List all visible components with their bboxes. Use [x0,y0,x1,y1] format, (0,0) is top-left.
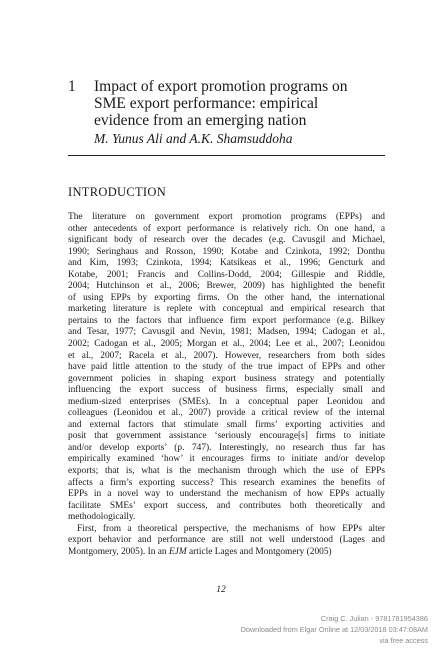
body-line: have paid little attention to the study of the true impact of EPPs and other [68,362,385,373]
body-line: and/or develop exports’ (p. 747). Interestingly, no research thus far has [68,442,385,453]
body-line: exports; that is, what is the mechanism through which the use of EPPs [68,466,385,477]
body-line: posit that government assistance ‘seriously encourage[s] firms to initiate [68,431,385,442]
body-line: The literature on government export promotion programs (EPPs) and [68,212,385,222]
body-line: Montgomery, 2005). In an EJM article Lages and Montgomery (2005) [68,546,332,557]
chapter-title-line: evidence from an emerging nation [94,112,307,129]
chapter-title-line: Impact of export promotion programs on [94,78,348,95]
page-number: 12 [216,585,226,595]
journal-abbreviation: EJM [168,546,187,557]
footer-line: via free access [379,636,428,645]
body-line: pertains to the factors that influence firm export performance (e.g. Bilkey [68,315,385,326]
body-line: export behavior and performance are still not well understood (Lages and [68,535,385,546]
title-rule [68,155,385,156]
body-line: medium-sized enterprises (SMEs). In a conceptual paper Leonidou and [68,396,385,407]
chapter-title-line: SME export performance: empirical [94,95,319,112]
chapter-title-row [68,78,388,129]
body-line: and Kim, 1993; Czinkota, 1994; Katsikeas et al., 1996; Gencturk and [68,258,385,269]
footer-line: Downloaded from Elgar Online at 12/03/2018 03:47:08AM [240,625,428,634]
section-heading: INTRODUCTION [68,185,167,199]
body-line: influencing the export success of business firms, especially small and [68,385,385,396]
body-line: 2004; Hutchinson et al., 2006; Brewer, 2009) has highlighted the benefit [68,281,385,292]
body-line: 1990; Seringhaus and Rosson, 1990; Kotabe and Czinkota, 1992; Donthu [68,246,385,257]
chapter-authors: M. Yunus Ali and A.K. Shamsuddoha [94,131,293,146]
body-line: affects a firm’s exporting success? This research examines the benefits of [68,477,385,488]
chapter-heading [68,78,388,148]
body-line: of using EPPs by exporting firms. On the other hand, the international [68,292,385,303]
body-line: 2002; Cadogan et al., 2005; Morgan et al., 2004; Lee et al., 2007; Leonidou [68,339,385,350]
body-line: empirically examined ‘how’ it encourages firms to initiate and/or develop [68,454,385,465]
body-line: significant body of research over the decades (e.g. Cavusgil and Michael, [68,235,385,246]
body-line: government policies in shaping export business strategy and potentially [68,373,385,384]
download-footer [241,613,428,646]
body-line: EPPs in a novel way to understand the mechanism of how EPPs actually [68,489,385,500]
chapter-number: 1 [68,78,76,95]
body-text [68,212,385,558]
chapter-title [94,78,388,129]
body-line: other antecedents of export performance is relatively rich. On one hand, a [68,223,385,234]
body-line: colleagues (Leonidou et al., 2007) provide a critical review of the internal [68,408,385,419]
body-line: Kotabe, 2001; Francis and Collins-Dodd, 2004; Gillespie and Riddle, [68,269,385,280]
body-line: facilitate SMEs’ export success, and contributes both theoretically and [68,500,385,511]
body-line: marketing literature is replete with conceptual and empirical research that [68,304,385,315]
body-line: and external factors that stimulate small firms’ exporting activities and [68,419,385,430]
body-line: and Tesar, 1977; Cavusgil and Nevin, 1981; Madsen, 1994; Cadogan et al., [68,327,385,338]
body-line: First, from a theoretical perspective, the mechanisms of how EPPs alter [77,523,385,534]
body-line: et al., 2007; Racela et al., 2007). However, researchers from both sides [68,350,385,361]
footer-line: Craig C. Julian - 9781781954386 [320,614,428,623]
body-line: methodologically. [68,512,136,523]
